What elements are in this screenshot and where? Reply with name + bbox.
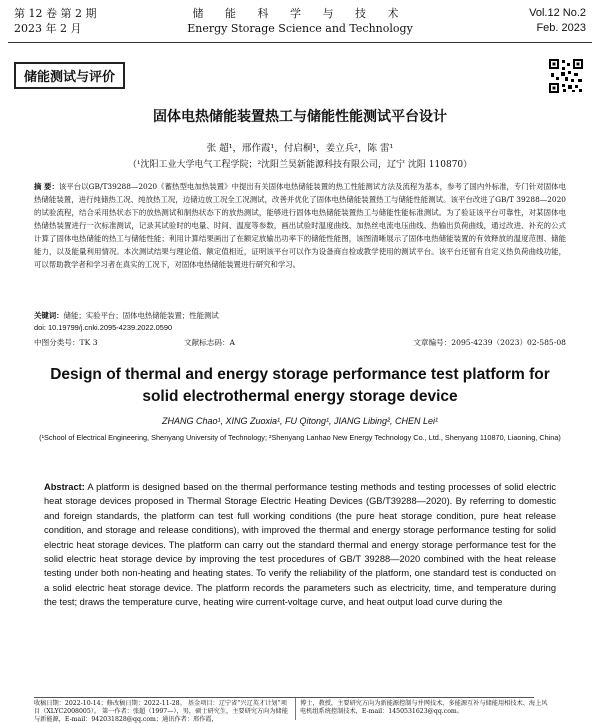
cn-abstract-text: 该平台以GB/T39288—2020《蓄热型电加热装置》中提出有关固体电热储能装置的热工性能测试方法及流程为基本，参考了国内外标准，专门针对固体电热储能装置，进行纯储热工况、纯放热工况，边储边放工况全工况测试，改善并优化了固体电热储能装置热工与储能性能测试。该平台改进了GB/T 39288—2020的试验流程，结合采用热状态下的放热测试和制热状态下的放热测试，能够进行固体电热储能装置热工与储能性能标准测试。为了验证该平台可靠性，对某固体电热储热装置进行一次标准测试，记录其试验时的电量、时间、温度等参数，画出试验时温度曲线、加热丝电流电压曲线、热输出负荷曲线，通过改进、补充的公式计算了固体电热储能的热工与储能性能；利用计算结果画出了在额定放输出功率下的储能性能图，该图清晰展示了固体电热储能装置的有效释放的温度范围、储能能力，以及能量利用情况。本次测试结果与理论值、额定值相近，证明该平台可以作为设备商自检或教学使用的测试平台。该平台还留有自定义热负荷曲线功能，可以帮助教学者和学习者在真实的工况下，对固体电热储能装置进行研究和学习。: [34, 182, 566, 269]
footnote-column-divider: [295, 698, 296, 720]
cn-abstract: [34, 180, 566, 271]
en-abstract-label: Abstract:: [44, 482, 85, 492]
en-affiliation: (¹School of Electrical Engineering, Shenyang University of Technology; ²Shenyang Lanhao New Energy Technology Co., Ltd., Shenyang 110870, Liaoning, China): [39, 433, 561, 442]
journal-name-en: Energy Storage Science and Technology: [187, 22, 413, 35]
doi: doi: 10.19799/j.cnki.2095-4239.2022.0590: [34, 323, 173, 332]
qr-code-icon: [548, 58, 584, 94]
cn-keywords: [34, 310, 219, 321]
date-cn: 2023 年 2 月: [14, 22, 82, 35]
volume-en: Vol.12 No.2: [529, 7, 586, 19]
cn-keywords-label: 关键词：: [34, 311, 64, 320]
volume-cn: 第 12 卷 第 2 期: [14, 7, 97, 20]
clc-number: 中图分类号：TK 3: [34, 338, 98, 347]
date-en: Feb. 2023: [536, 22, 586, 34]
cn-keywords-text: 储能；实验平台；固体电热储能装置；性能测试: [63, 311, 219, 320]
header-left: [14, 6, 96, 36]
section-tag: 储能测试与评价: [14, 62, 125, 89]
footnote-left: 收稿日期：2022-10-14；修改稿日期：2022-11-28。 基金项目：辽宁省“兴辽英才计划”项目（XLYC2008005）。 第一作者：张超（1997—），男，硕士研究生，主要研究方向为储能与新能源，E-mail：942031828@qq.com；通讯作者：邢作霞，: [34, 700, 288, 723]
header-divider: [8, 42, 592, 43]
cn-affiliation: （¹沈阳工业大学电气工程学院；²沈阳兰昊新能源科技有限公司，辽宁 沈阳 110870）: [127, 160, 473, 170]
cn-abstract-label: 摘 要：: [34, 182, 59, 191]
footnote-right: 博士，教授，主要研究方向为新能源控制与并网技术、多能源互补与储能用相技术、海上风电机组系统控制技术，E-mail：1450531623@qq.com。: [300, 700, 548, 715]
header-center: [170, 6, 430, 36]
header-right: [529, 6, 586, 36]
footnote-divider: [34, 697, 534, 698]
cn-authors: 张 超¹，邢作霞¹，付启桐¹，姜立兵²，陈 雷¹: [206, 143, 394, 154]
journal-name-cn: 储 能 科 学 与 技 术: [192, 7, 408, 20]
article-number: 文章编号：2095-4239（2023）02-585-08: [413, 338, 566, 347]
cn-title: 固体电热储能装置热工与储能性能测试平台设计: [153, 109, 447, 125]
en-authors: ZHANG Chao¹, XING Zuoxia¹, FU Qitong¹, JIANG Libing², CHEN Lei¹: [161, 416, 439, 426]
en-abstract-text: A platform is designed based on the thermal performance testing methods and testing processes of solid electric heat storage devices proposed in Thermal Storage Electric Heating Devices (GB/T39288—2020). By referring to domestic and foreign standards, the platform can test full working conditions (the pure heat storage condition, pure heat release condition, and storage and release conditions), with improved the thermal and energy storage performance testing for solid electric heat storage devices. The platform can carry out the standard thermal and energy storage performance test for the solid electric heat storage device by improving the test procedures of GB/T 39288—2020 combined with the heat release testing under both non-heating and heating states. To verify the reliability of the platform, one standard test is conducted on a solid electric heat storage device. The platform records the parameters such as electricity, time, and temperature during the test; draws the temperature curve, heating wire current-voltage curve, and heat output load curve during the: [44, 482, 557, 608]
en-title: Design of thermal and energy storage performance test platform for solid electrothermal energy storage device: [50, 366, 550, 405]
en-abstract: [44, 480, 556, 610]
document-code: 文献标志码：A: [184, 338, 236, 347]
